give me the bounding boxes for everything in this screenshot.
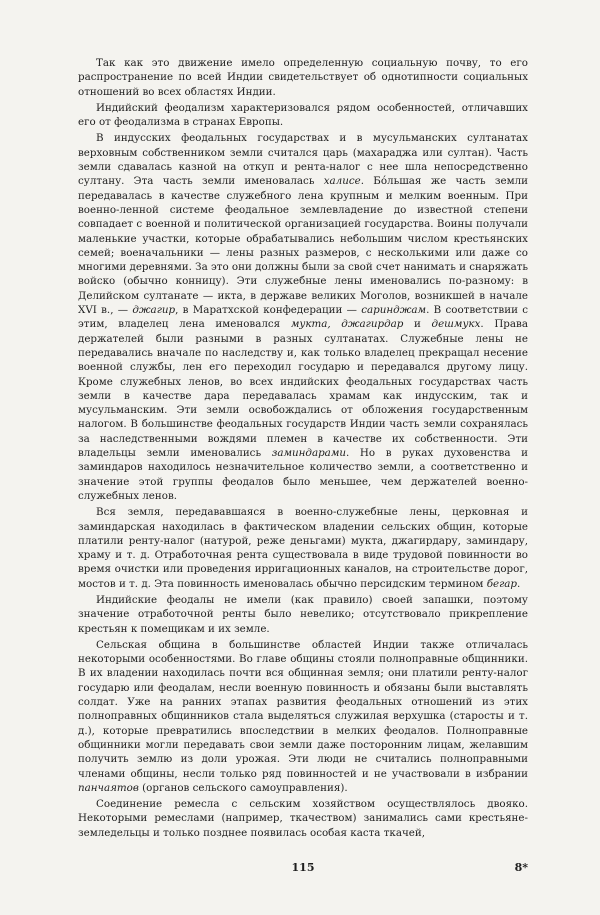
text-run: Индийский феодализм характеризовался рядом особенностей, отличавших его от феодализма в странах Европы. bbox=[78, 101, 528, 129]
paragraph bbox=[78, 101, 528, 130]
text-run: . В соответствии с этим, владелец лена именовался bbox=[78, 304, 528, 331]
text-run: и bbox=[403, 318, 432, 331]
text-run: Индийские феодалы не имели (как правило) своей запашки, поэтому значение отработочной ренты было невелико; отсутствовало прикрепление крестьян к помещикам и их земле. bbox=[78, 593, 528, 635]
text-run: В индусских феодальных государствах и в мусульманских султанатах верховным собственником земли считался царь (махараджа или султан). Часть земли сдавалась казной на откуп и рента-налог с нее шла непосредственно султану. Эта часть земли именовалась bbox=[78, 132, 528, 188]
text-run: . Бо́льшая же часть земли передавалась в качестве служебного лена крупным и мелким военным. При военно-ленной системе феодальное землевладение до известной степени совпадает с военной и политической организацией государства. Воины получали маленькие участки, которые обрабатывались небольшим числом крестьянских семей; военачальники — лены разных размеров, с несколькими или даже со многими деревнями. За это они должны были за свой счет нанимать и снаряжать войско (обычно конницу). Эти служебные лены именовались по-разному: в Делийском султанате — икта, в державе великих Моголов, возникшей в начале XVI в., — bbox=[78, 175, 529, 317]
italic-term: джагир bbox=[132, 304, 176, 317]
text-run: . Но в руках духовенства и заминдаров находилось незначительное количество земли, а соответственно и значение этой группы феодалов было меньшее, чем держателей военно-служебных ленов. bbox=[78, 447, 528, 502]
italic-term: халисе bbox=[323, 175, 361, 188]
text-run: Вся земля, передававшаяся в военно-служебные лены, церковная и заминдарская находилась в фактическом владении сельских общин, которые платили ренту-налог (натурой, реже деньгами) мукта, джагирдару, заминдару, храму и т. д. Отработочная рента существовала в виде трудовой повинности во время очистки или проведения ирригационных каналов, на строительстве дорог, мостов и т. д. Эта повинность именовалась обычно персидским термином bbox=[78, 506, 528, 590]
paragraph bbox=[78, 593, 528, 636]
text-run: . bbox=[517, 577, 521, 590]
text-run: Так как это движение имело определенную социальную почву, то его распространение по всей Индии свидетельствует об однотипности социальных отношений во всех областях Индии. bbox=[78, 57, 528, 98]
page-number: 115 bbox=[291, 861, 315, 874]
italic-term: заминдарами bbox=[271, 447, 346, 460]
italic-term: саринджам bbox=[361, 304, 427, 317]
text-run: Соединение ремесла с сельским хозяйством осуществлялось двояко. Некоторыми ремеслами (например, ткачеством) занимались сами крестьяне-земледельцы и только позднее появилась особая каста ткачей, bbox=[78, 798, 528, 839]
text-run: . Права держателей были разными в разных султанатах. Служебные лены не передавались вначале по наследству и, как только владелец прекращал несение военной службы, лен его переходил государю и передавался другому лицу. Кроме служебных ленов, во всех индийских феодальных государствах часть земли в качестве дара передавалась храмам как индусским, так и мусульманским. Эти земли освобождались от обложения государственным налогом. В большинстве феодальных государств Индии часть земли сохранялась за наследственными вождями племен в качестве их собственности. Эти владельцы земли именовались bbox=[78, 318, 528, 460]
italic-term: панчаятов bbox=[78, 781, 139, 794]
signature-mark: 8* bbox=[514, 861, 528, 874]
text-run: Сельская община в большинстве областей Индии также отличалась некоторыми особенностями. Во главе общины стояли полноправные общинники. В их владении находилась почти вся общинная земля; они платили ренту-налог государю или феодалам, несли военную повинность и обязаны были выставлять солдат. Уже на ранних этапах развития феодальных отношений из этих полноправных общинников стала выделяться служилая верхушка (старосты и т. д.), которые превратились впоследствии в мелких феодалов. Полноправные общинники могли передавать свои земли даже посторонним лицам, желавшим получить землю из доли урожая. Эти люди не считались полноправными членами общины, несли только ряд повинностей и не участвовали в избрании bbox=[78, 638, 528, 780]
body-text bbox=[78, 56, 528, 842]
paragraph bbox=[78, 797, 528, 840]
page-footer bbox=[78, 861, 528, 877]
paragraph bbox=[78, 638, 528, 795]
paragraph bbox=[78, 131, 528, 503]
italic-term: бегар bbox=[486, 577, 517, 590]
paragraph bbox=[78, 505, 528, 591]
italic-term: дешмукх bbox=[431, 318, 481, 331]
text-run: , в Маратхской конфедерации — bbox=[175, 304, 362, 317]
paragraph bbox=[78, 56, 528, 99]
text-run: (органов сельского самоуправления). bbox=[138, 781, 348, 794]
italic-term: мукта, джагирдар bbox=[290, 318, 404, 331]
